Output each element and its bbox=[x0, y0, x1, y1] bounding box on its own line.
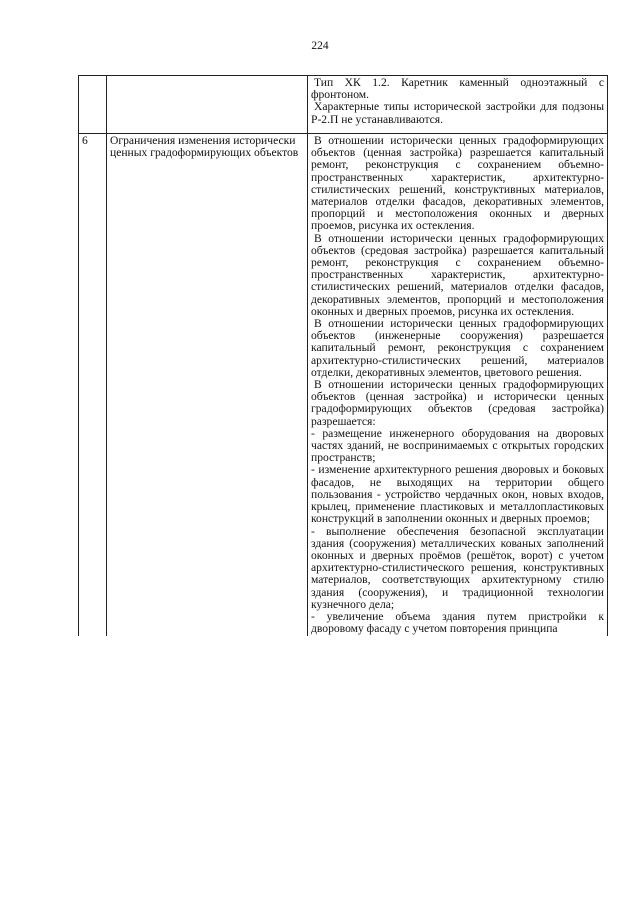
paragraph: Тип ХК 1.2. Каретник каменный одноэтажный с фронтоном. bbox=[311, 76, 604, 102]
paragraph: В отношении исторически ценных градоформирующих объектов (ценная застройка) разрешается капитальный ремонт, реконструкция с сохранением объемно-пространственных характеристик, архитектурно-стилистических решений, конструктивных материалов, материалов отделки фасадов, декоративных элементов, пропорций и местоположения оконных и дверных проемов, рисунка их остекления. bbox=[311, 134, 604, 233]
paragraph: Характерные типы исторической застройки для подзоны Р-2.П не устанавливаются. bbox=[311, 100, 604, 126]
row-name-cell: Ограничения изменения исторически ценных градоформирующих объектов bbox=[107, 134, 308, 637]
paragraph: В отношении исторически ценных градоформирующих объектов (инженерные сооружения) разрешается капитальный ремонт, реконструкция с сохранением архитектурно-стилистических решений, материалов отделки, декоративных элементов, цветового решения. bbox=[311, 317, 604, 379]
paragraph: В отношении исторически ценных градоформирующих объектов (ценная застройка) и исторически ценных градоформирующих объектов (средовая застройка) разрешается: bbox=[311, 378, 604, 428]
page-number: 224 bbox=[311, 40, 329, 52]
list-item: - увеличение объема здания путем пристройки к дворовому фасаду с учетом повторения принципа bbox=[311, 609, 604, 636]
paragraph: В отношении исторически ценных градоформирующих объектов (средовая застройка) разрешается капитальный ремонт, реконструкция с сохранением объемно-пространственных характеристик, архитектурно-стилистических решений, материалов отделки фасадов, декоративных элементов, пропорций и местоположения оконных и дверных проемов, рисунка их остекления. bbox=[311, 231, 604, 318]
row-description-cell bbox=[308, 134, 608, 637]
regulations-table bbox=[78, 75, 608, 636]
row-number-cell: 6 bbox=[79, 134, 107, 637]
row-description-cell bbox=[308, 76, 608, 134]
table-row bbox=[79, 134, 608, 637]
list-item: - размещение инженерного оборудования на дворовых частях зданий, не воспринимаемых с открытых городских пространств; bbox=[311, 426, 604, 465]
list-item: - изменение архитектурного решения дворовых и боковых фасадов, не выходящих на территории общего пользования - устройство чердачных окон, новых входов, крылец, применение пластиковых и металлопластиковых конструкций в заполнении оконных и дверных проемов; bbox=[311, 463, 604, 526]
row-name-cell bbox=[107, 76, 308, 134]
list-item: - выполнение обеспечения безопасной эксплуатации здания (сооружения) металлических кованых заполнений оконных и дверных проёмов (решёток, ворот) с учетом архитектурно-стилистического решения, конструктивных материалов, соответствующих архитектурному стилю здания (сооружения), и традиционной технологии кузнечного дела; bbox=[311, 524, 604, 611]
table-row bbox=[79, 76, 608, 134]
row-number-cell bbox=[79, 76, 107, 134]
